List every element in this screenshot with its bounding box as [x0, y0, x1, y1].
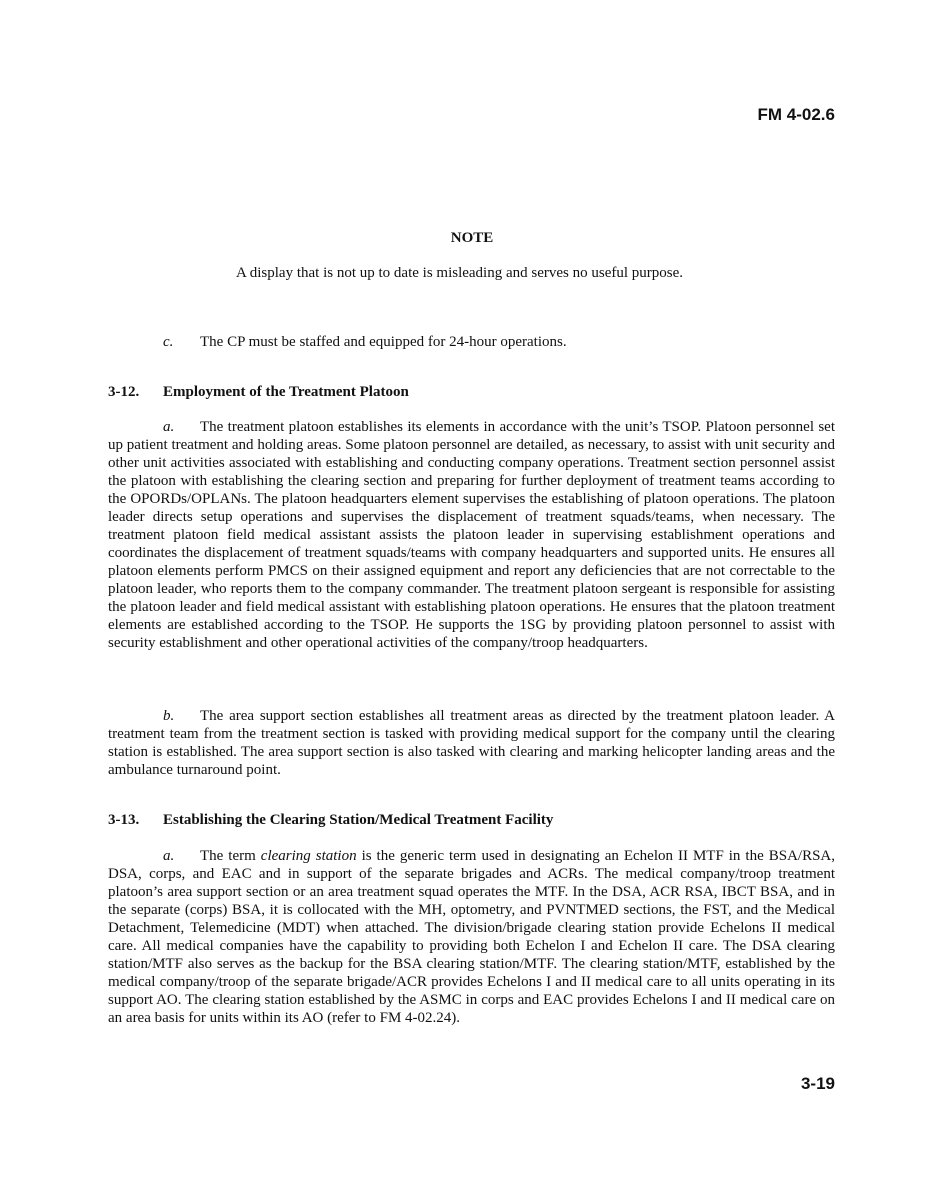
paragraph-text: The treatment platoon establishes its elements in accordance with the unit’s TSOP. Platoon personnel set up patient treatment and holding areas. Some platoon personnel are detailed, as necessary, to assist with unit security and other unit activities associated with establishing and conducting company operations. Treatment section personnel assist the platoon with establishing the clearing section and preparing for further deployment of treatment teams according to the OPORDs/OPLANs. The platoon headquarters element supervises the establishing of platoon operations. The platoon leader directs setup operations and supervises the displacement of treatment squads/teams, when necessary. The treatment platoon field medical assistant assists the platoon leader in supervising establishment operations and coordinates the displacement of treatment squads/teams with company headquarters and supported units. He ensures all platoon elements perform PMCS on their assigned equipment and report any deficiencies that are not correctable to the platoon leader, who reports them to the company commander. The treatment platoon sergeant is responsible for assisting the platoon leader and field medical assistant with establishing platoon operations. He ensures that the platoon treatment elements are established according to the TSOP. He supports the 1SG by providing platoon personnel to assist with security establishment and other operational activities of the company/troop headquarters. — [108, 419, 835, 651]
paragraph-letter: a. — [163, 848, 175, 864]
paragraph-c — [163, 333, 567, 352]
section-heading-3-12 — [108, 384, 409, 401]
paragraph-3-13-a — [108, 847, 835, 1027]
emphasis-term: clearing station — [260, 848, 357, 864]
section-number: 3-12. — [108, 384, 140, 400]
note-title: NOTE — [450, 230, 494, 246]
paragraph-letter: a. — [163, 419, 175, 435]
paragraph-text: The CP must be staffed and equipped for 24-hour operations. — [200, 334, 567, 350]
section-title: Establishing the Clearing Station/Medical Treatment Facility — [163, 812, 554, 828]
note-body: A display that is not up to date is misleading and serves no useful purpose. — [236, 265, 684, 281]
paragraph-text: The area support section establishes all treatment areas as directed by the treatment platoon leader. A treatment team from the treatment section is tasked with providing medical support for the company until the clearing station is established. The area support section is also tasked with clearing and marking helicopter landing areas and the ambulance turnaround point. — [108, 708, 835, 778]
paragraph-letter: b. — [163, 708, 175, 724]
paragraph-text-start: The term — [200, 848, 261, 864]
section-number: 3-13. — [108, 812, 140, 828]
document-id: FM 4-02.6 — [757, 105, 835, 124]
paragraph-letter: c. — [163, 334, 174, 350]
section-heading-3-13 — [108, 812, 553, 829]
paragraph-3-12-a — [108, 418, 835, 652]
paragraph-3-12-b — [108, 707, 835, 779]
section-title: Employment of the Treatment Platoon — [163, 384, 409, 400]
paragraph-text-end: is the generic term used in designating an Echelon II MTF in the BSA/RSA, DSA, corps, and EAC and in support of the separate brigades and ACRs. The medical company/troop treatment platoon’s area support section or an area treatment squad operates the MTF. In the DSA, ACR RSA, IBCT BSA, and in the separate (corps) BSA, it is collocated with the MH, optometry, and PVNTMED sections, the FST, and the Medical Detachment, Telemedicine (MDT) when attached. The division/brigade clearing station provide Echelons II medical care. All medical companies have the capability to providing both Echelon I and Echelon II care. The DSA clearing station/MTF also serves as the backup for the BSA clearing station/MTF. The clearing station/MTF, established by the medical company/troop of the separate brigade/ACR provides Echelons I and II medical care to all units operating in its support AO. The clearing station established by the ASMC in corps and EAC provides Echelons I and II medical care on an area basis for units within its AO (refer to FM 4-02.24). — [108, 848, 836, 1026]
page-number: 3-19 — [800, 1074, 835, 1093]
